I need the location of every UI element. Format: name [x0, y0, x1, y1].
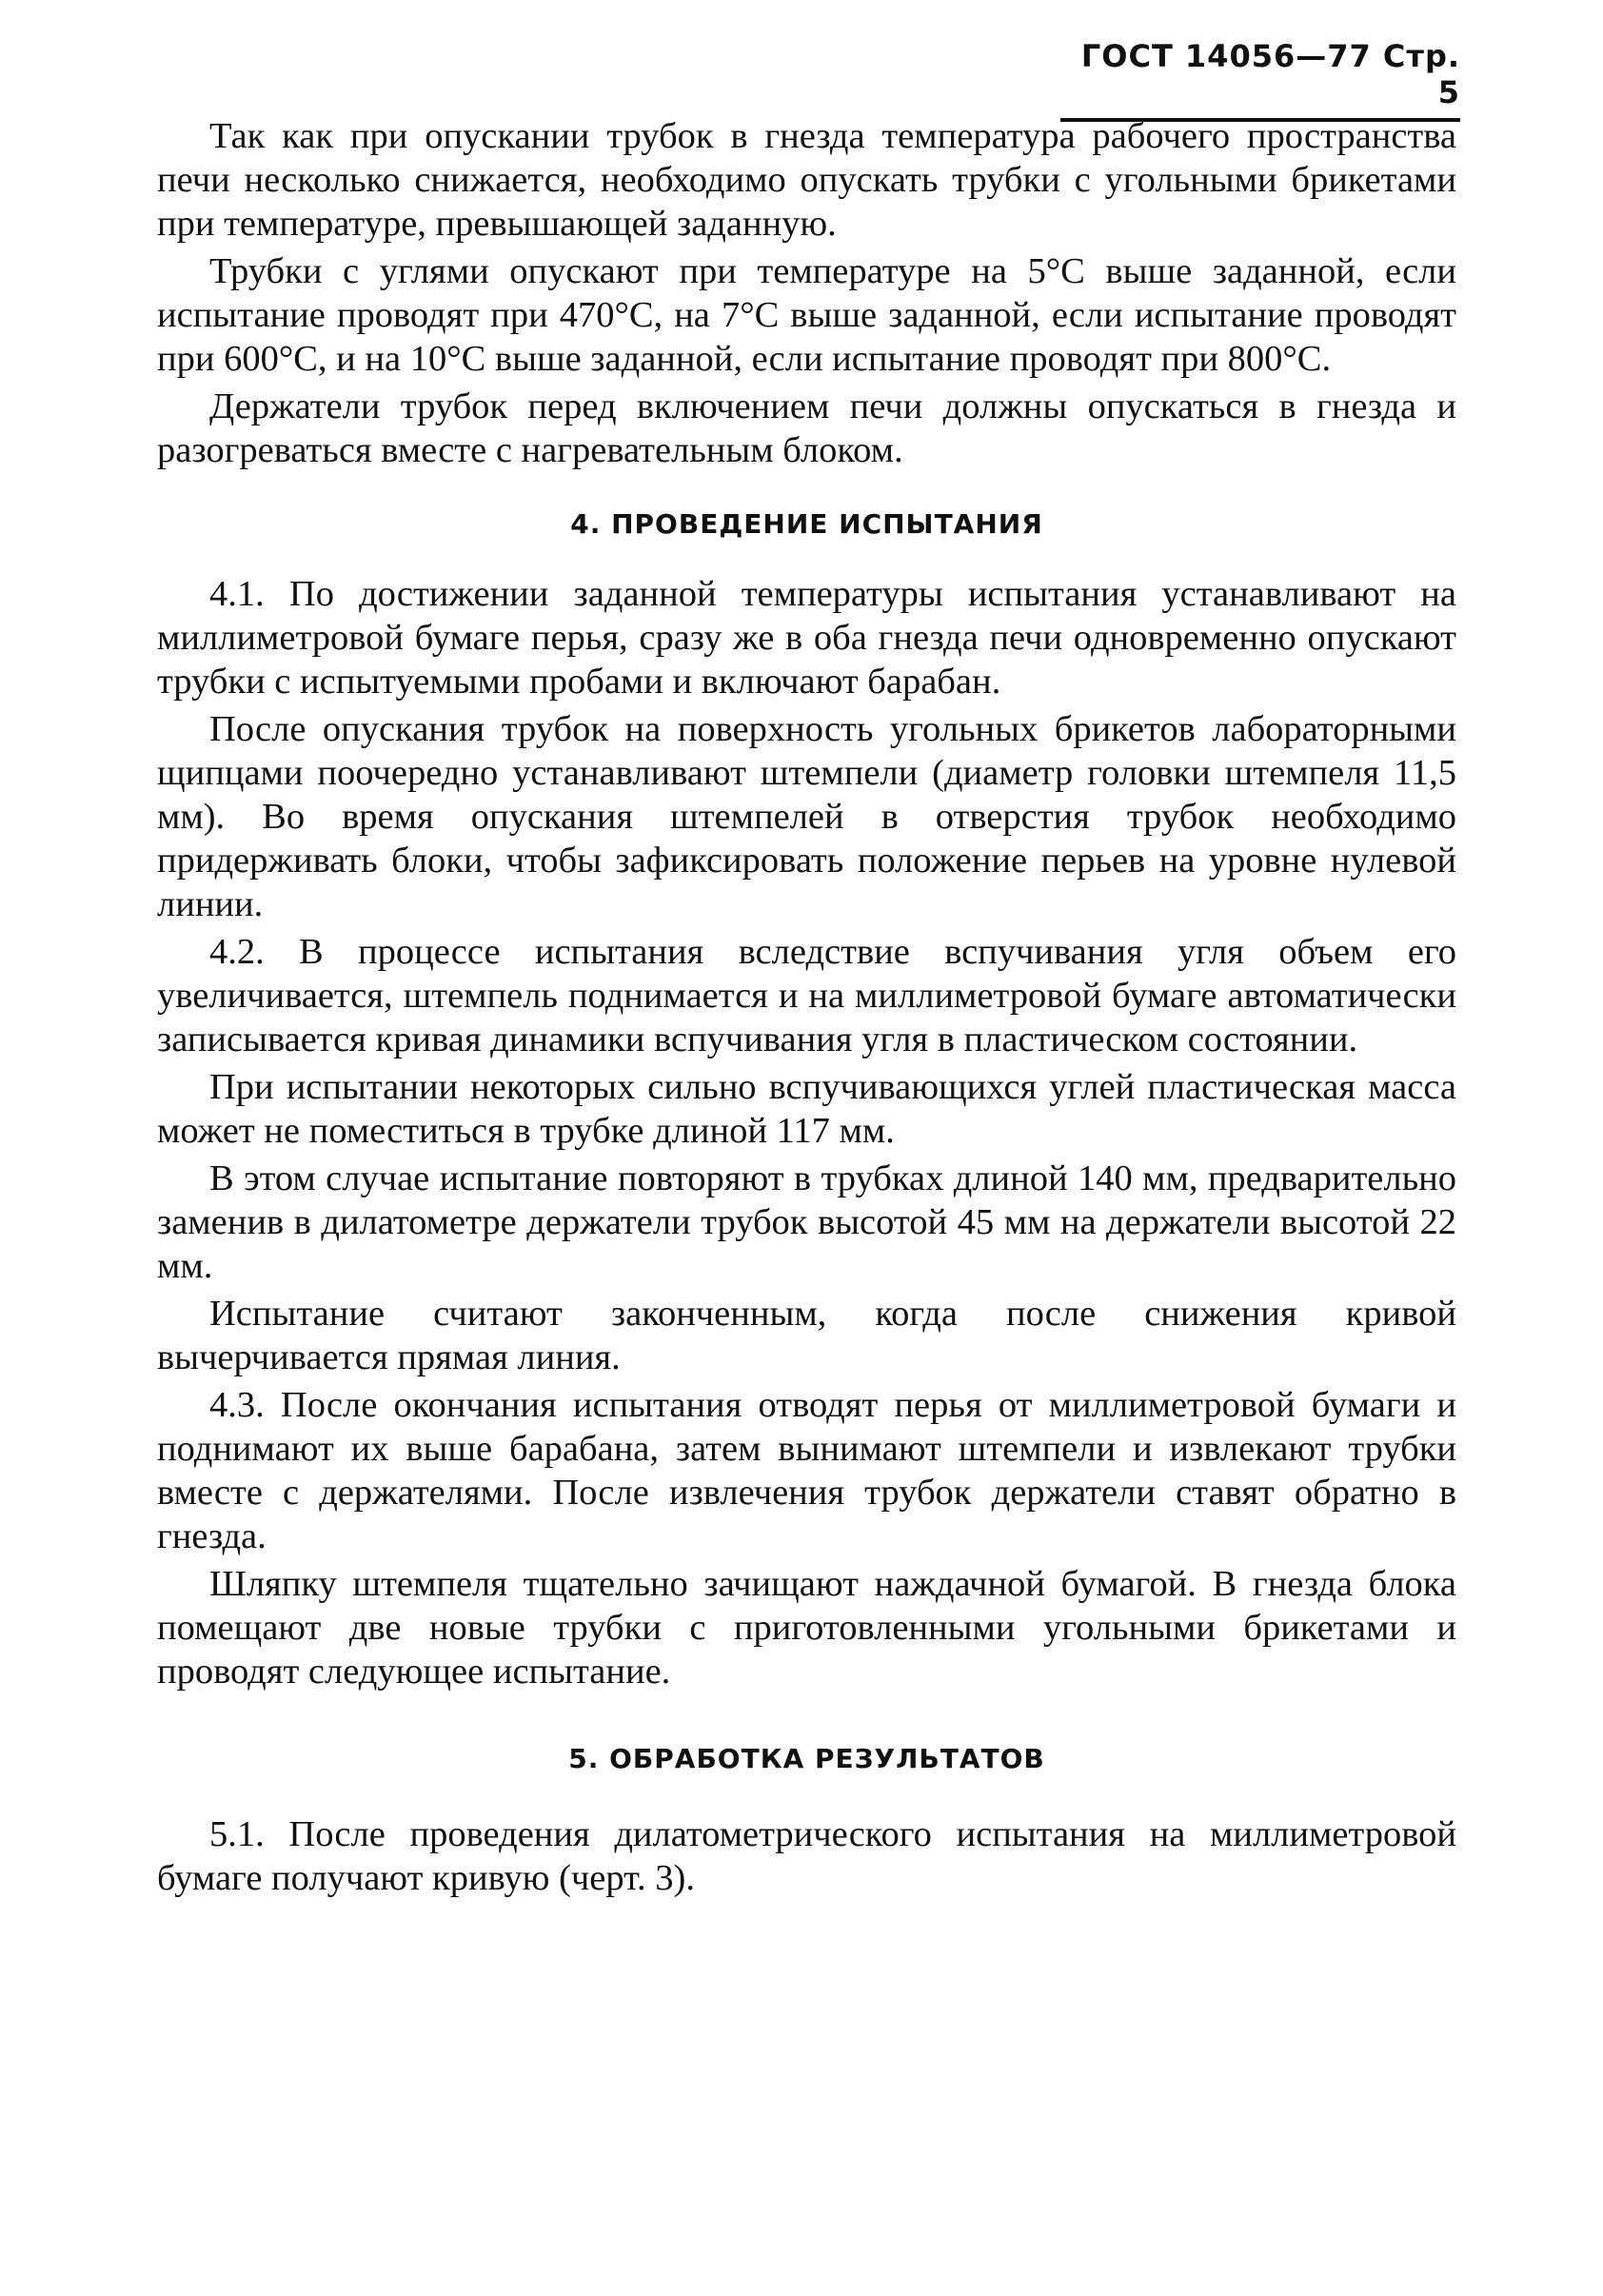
paragraph-5-1: 5.1. После проведения дилатометрического испытания на миллиметровой бумаге получают кривую (черт. 3). — [157, 1814, 1456, 1898]
paragraph-plastic-mass: При испытании некоторых сильно вспучивающихся углей пластическая масса может не поместиться в трубке длиной 117 мм. — [157, 1067, 1456, 1151]
paragraph-repeat-test: В этом случае испытание повторяют в трубках длиной 140 мм, предварительно заменив в дилатометре держатели трубок высотой 45 мм на держатели высотой 22 мм. — [157, 1158, 1456, 1286]
paragraph-4-1: 4.1. По достижении заданной температуры испытания устанавливают на миллиметровой бумаге перья, сразу же в оба гнезда печи одновременно опускают трубки с испытуемыми пробами и включают барабан. — [157, 574, 1456, 702]
section-4-heading: 4. ПРОВЕДЕНИЕ ИСПЫТАНИЯ — [570, 508, 1043, 540]
paragraph-tube-lowering: Так как при опускании трубок в гнезда температура рабочего пространства печи несколько снижается, необходимо опускать трубки с угольными брикетами при температуре, превышающей заданную. — [157, 116, 1456, 244]
paragraph-temperature-offset: Трубки с углями опускают при температуре на 5°С выше заданной, если испытание проводят при 470°С, на 7°С выше заданной, если испытание проводят при 600°С, и на 10°С выше заданной, если испытание проводят при 800°С. — [157, 251, 1456, 379]
paragraph-4-2: 4.2. В процессе испытания вследствие вспучивания угля объем его увеличивается, штемпель поднимается и на миллиметровой бумаге автоматически записывается кривая динамики вспучивания угля в пластическом состоянии. — [157, 932, 1456, 1059]
running-header: ГОСТ 14056—77 Стр. 5 — [1060, 38, 1460, 122]
paragraph-tube-holders: Держатели трубок перед включением печи должны опускаться в гнезда и разогреваться вместе с нагревательным блоком. — [157, 386, 1456, 470]
document-body — [157, 114, 1456, 1904]
paragraph-4-3: 4.3. После окончания испытания отводят перья от миллиметровой бумаги и поднимают их выше барабана, затем вынимают штемпели и извлекают трубки вместе с держателями. После извлечения трубок держатели ставят обратно в гнезда. — [157, 1385, 1456, 1556]
paragraph-next-test: Шляпку штемпеля тщательно зачищают наждачной бумагой. В гнезда блока помещают две новые трубки с приготовленными угольными брикетами и проводят следующее испытание. — [157, 1564, 1456, 1692]
paragraph-test-complete: Испытание считают законченным, когда после снижения кривой вычерчивается прямая линия. — [157, 1294, 1456, 1377]
paragraph-stamps: После опускания трубок на поверхность угольных брикетов лабораторными щипцами поочередно устанавливают штемпели (диаметр головки штемпеля 11,5 мм). Во время опускания штемпелей в отверстия трубок необходимо придерживать блоки, чтобы зафиксировать положение перьев на уровне нулевой линии. — [157, 709, 1456, 924]
section-5-heading: 5. ОБРАБОТКА РЕЗУЛЬТАТОВ — [568, 1743, 1045, 1774]
